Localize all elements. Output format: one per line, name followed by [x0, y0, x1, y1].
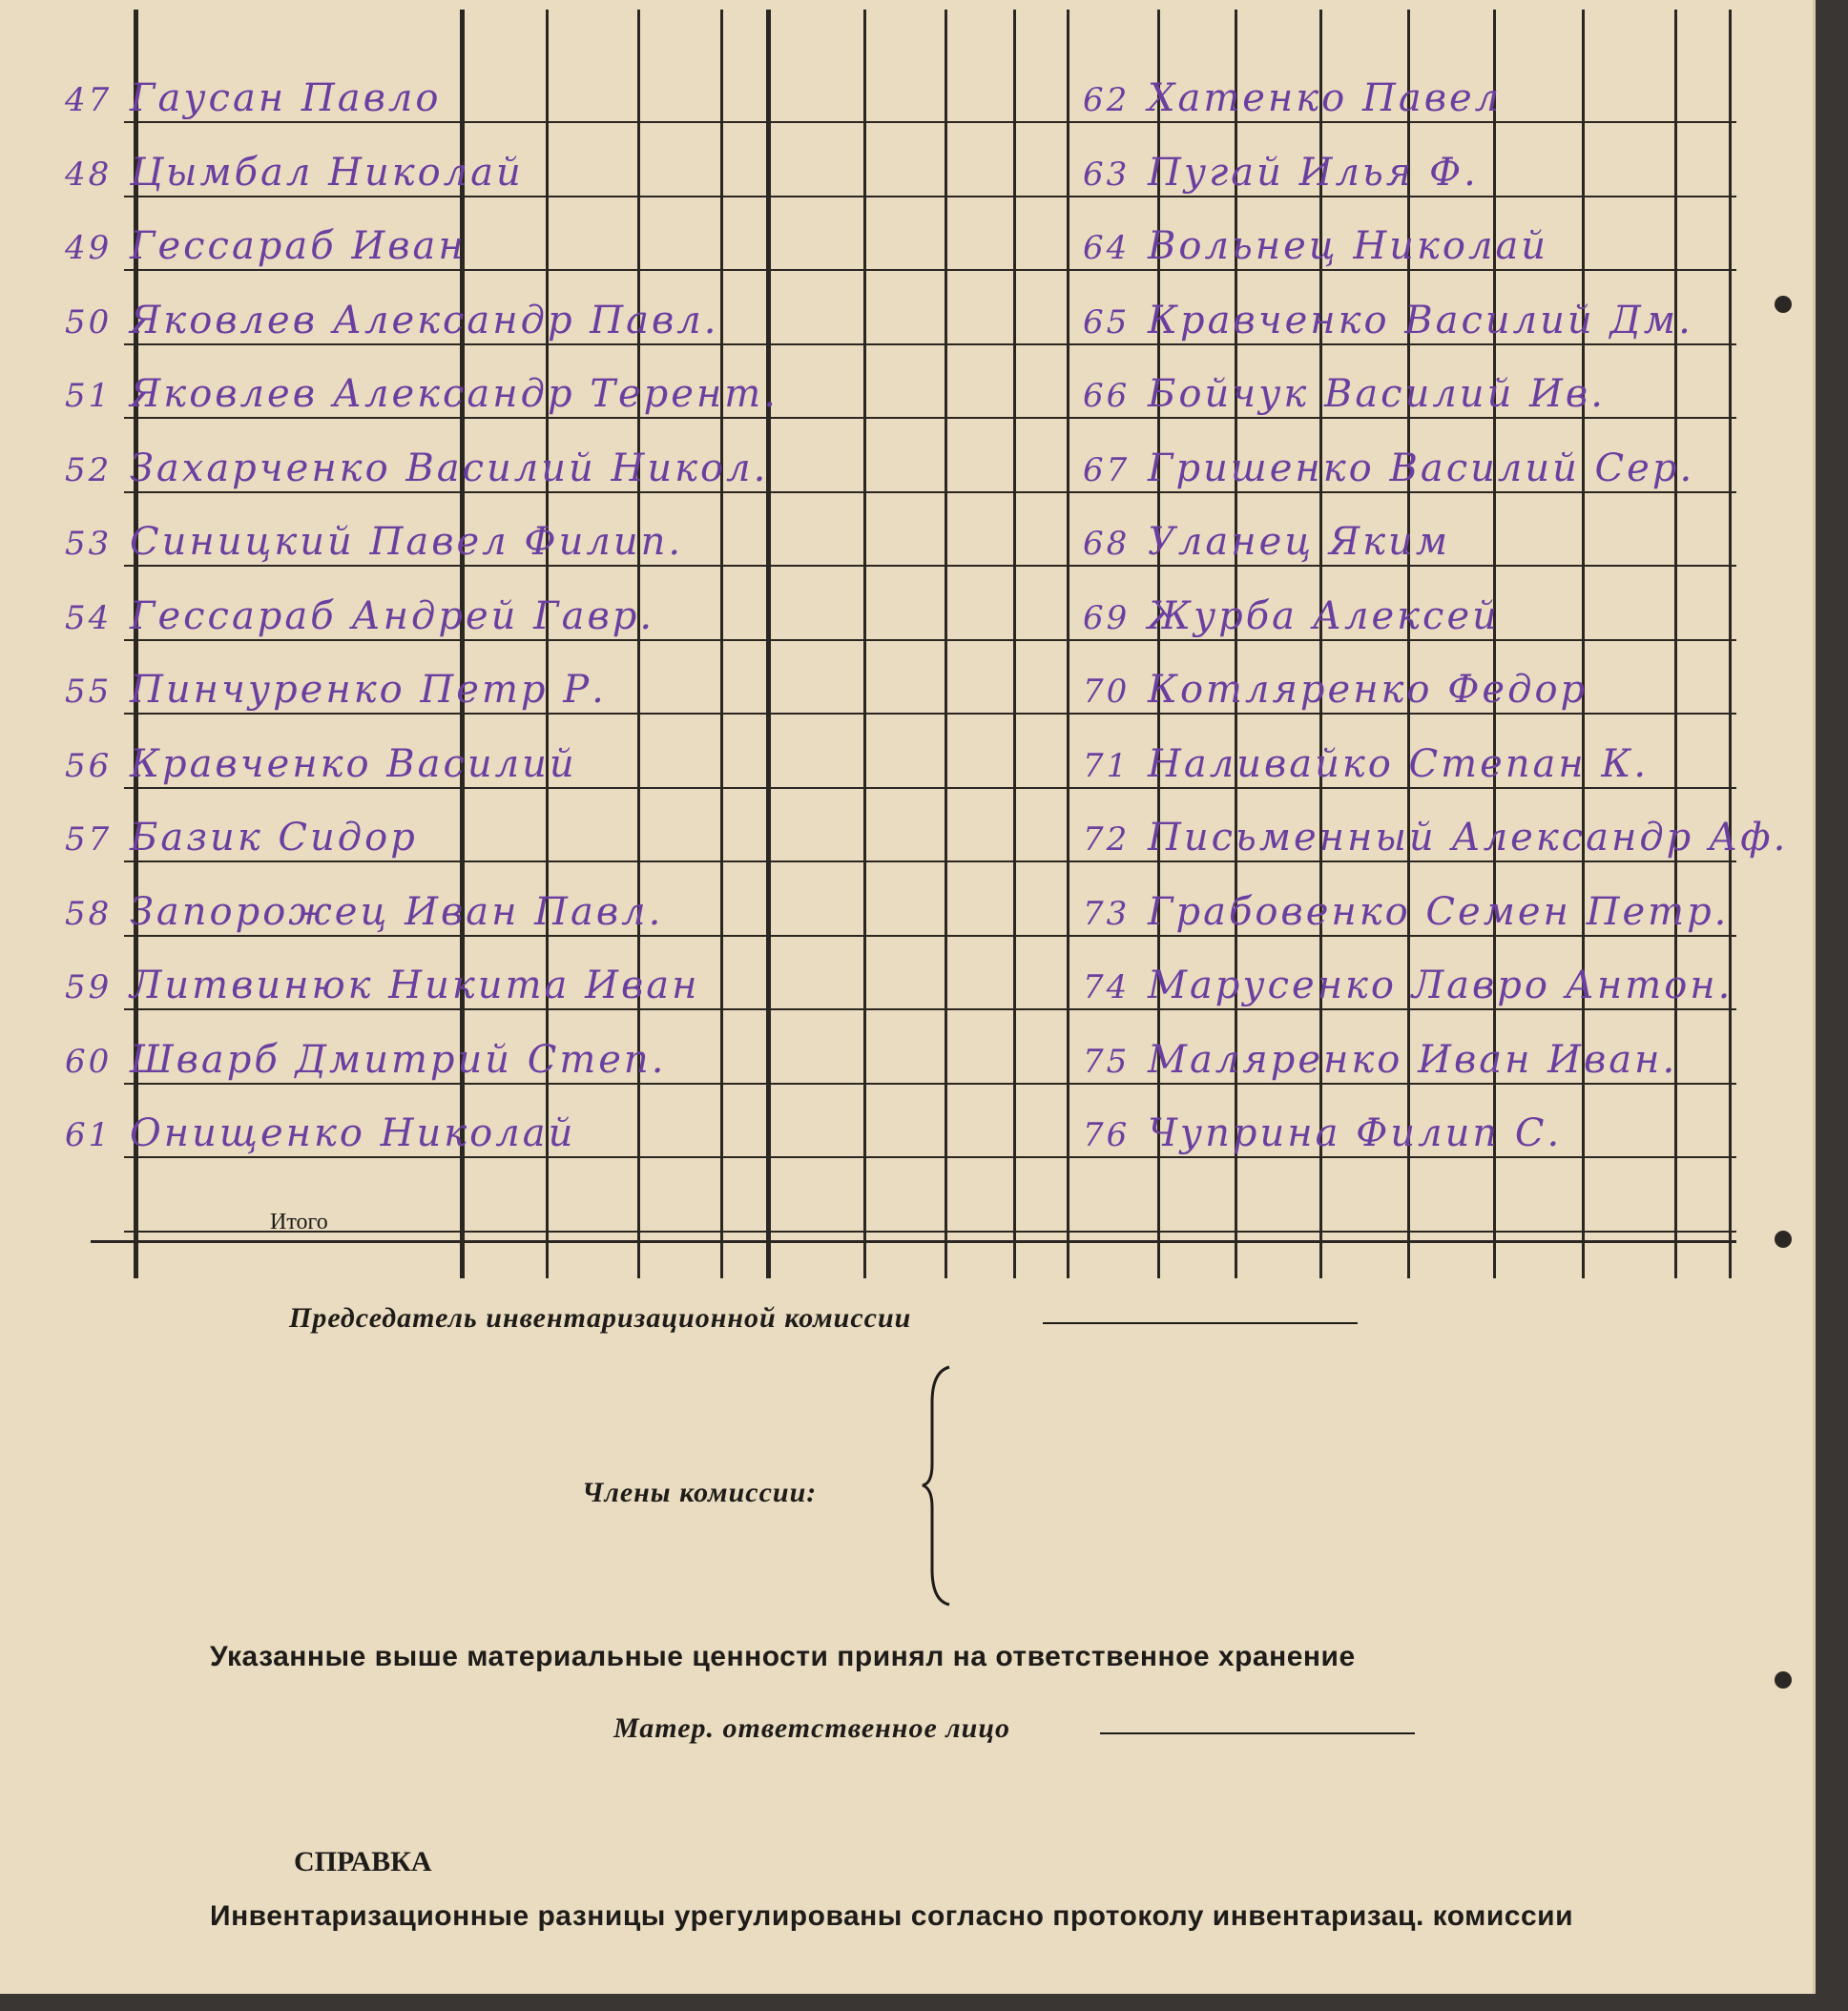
- roster-entry-name: Котляренко Федор: [1148, 668, 1588, 712]
- grid-column-line: [766, 10, 771, 1278]
- grid-column-line: [1319, 10, 1322, 1278]
- roster-entry-name: Наливайко Степан К.: [1148, 742, 1650, 786]
- grid-column-line: [1235, 10, 1237, 1278]
- roster-entry: [1083, 1038, 1677, 1082]
- grid-column-line: [863, 10, 866, 1278]
- roster-entry-number: 61: [65, 1116, 113, 1154]
- roster-entry-number: 63: [1083, 155, 1131, 194]
- roster-entry-name: Гаусан Павло: [130, 76, 442, 120]
- grid-row-line: [124, 1008, 1736, 1010]
- roster-entry: [1083, 372, 1606, 416]
- roster-entry: [1083, 151, 1479, 195]
- grid-row-line: [124, 1083, 1736, 1085]
- roster-entry-number: 54: [65, 599, 113, 637]
- punch-hole: [1775, 1231, 1792, 1248]
- roster-entry-name: Кравченко Василий Дм.: [1148, 299, 1693, 342]
- roster-entry-number: 70: [1083, 673, 1131, 711]
- roster-entry-number: 59: [65, 968, 113, 1006]
- responsible-signature-line: [1100, 1732, 1415, 1734]
- total-row-label: Итого: [270, 1210, 328, 1234]
- punch-hole: [1775, 1671, 1792, 1689]
- grid-row-line: [124, 935, 1736, 937]
- roster-entry-name: Яковлев Александр Терент.: [130, 372, 779, 416]
- roster-entry: [1083, 890, 1729, 934]
- roster-entry-number: 69: [1083, 599, 1131, 637]
- members-brace: [921, 1364, 959, 1607]
- roster-entry-number: 58: [65, 895, 113, 933]
- grid-column-line: [1729, 10, 1732, 1278]
- roster-entry: [65, 76, 441, 120]
- roster-entry: [65, 668, 607, 712]
- roster-entry: [65, 446, 768, 490]
- grid-column-line: [1493, 10, 1496, 1278]
- roster-entry: [1083, 668, 1588, 712]
- roster-entry: [1083, 816, 1788, 860]
- roster-entry: [1083, 76, 1502, 120]
- roster-entry-number: 65: [1083, 303, 1131, 342]
- roster-entry-number: 52: [65, 451, 113, 489]
- roster-entry-name: Онищенко Николай: [130, 1111, 576, 1155]
- grid-column-line: [1407, 10, 1410, 1278]
- roster-entry: [65, 742, 577, 786]
- grid-row-line: [124, 1156, 1736, 1158]
- roster-entry-name: Чуприна Филип С.: [1148, 1111, 1563, 1155]
- grid-column-line: [1013, 10, 1016, 1278]
- roster-entry-name: Кравченко Василий: [130, 742, 577, 786]
- roster-entry: [1083, 520, 1450, 564]
- members-label: Члены комиссии:: [582, 1477, 818, 1508]
- roster-entry-name: Письменный Александр Аф.: [1148, 816, 1789, 860]
- roster-entry-name: Маляренко Иван Иван.: [1148, 1038, 1678, 1082]
- roster-entry-name: Яковлев Александр Павл.: [130, 299, 719, 342]
- roster-entry: [1083, 964, 1733, 1007]
- grid-column-line: [460, 10, 465, 1278]
- roster-entry: [65, 964, 699, 1007]
- chairman-signature-line: [1043, 1322, 1358, 1324]
- roster-entry-name: Журба Алексей: [1148, 594, 1500, 638]
- grid-row-line: [124, 565, 1736, 567]
- roster-entry-number: 66: [1083, 377, 1131, 415]
- roster-entry-name: Синицкий Павел Филип.: [130, 520, 684, 564]
- grid-column-line: [1582, 10, 1585, 1278]
- roster-entry: [1083, 1111, 1562, 1155]
- roster-entry-name: Бойчук Василий Ив.: [1148, 372, 1606, 416]
- roster-entry-name: Запорожец Иван Павл.: [130, 890, 664, 934]
- roster-entry-name: Гессараб Андрей Гавр.: [130, 594, 655, 638]
- roster-entry-name: Пугай Илья Ф.: [1148, 151, 1479, 195]
- roster-entry: [1083, 299, 1693, 342]
- roster-entry-number: 51: [65, 377, 113, 415]
- roster-entry: [65, 890, 663, 934]
- grid-column-line: [134, 10, 138, 1278]
- punch-hole: [1775, 296, 1792, 313]
- grid-row-line: [124, 269, 1736, 271]
- grid-row-line: [124, 713, 1736, 715]
- roster-entry: [65, 520, 683, 564]
- roster-entry: [65, 816, 418, 860]
- roster-entry-number: 53: [65, 525, 113, 563]
- roster-entry-number: 74: [1083, 968, 1131, 1006]
- roster-entry-name: Цымбал Николай: [130, 151, 524, 195]
- roster-entry: [1083, 742, 1649, 786]
- grid-column-line: [546, 10, 549, 1278]
- roster-entry-number: 48: [65, 155, 113, 194]
- roster-entry-name: Базик Сидор: [130, 816, 418, 860]
- grid-column-line: [637, 10, 640, 1278]
- roster-entry-number: 67: [1083, 451, 1131, 489]
- grid-row-line: [124, 417, 1736, 419]
- roster-entry-number: 68: [1083, 525, 1131, 563]
- certificate-text: Инвентаризационные разницы урегулированы согласно протоколу инвентаризац. комиссии: [210, 1900, 1574, 1932]
- roster-entry-name: Гришенко Василий Сер.: [1148, 446, 1695, 490]
- roster-entry-number: 72: [1083, 820, 1131, 859]
- roster-entry-number: 56: [65, 747, 113, 785]
- roster-entry-number: 47: [65, 81, 113, 119]
- grid-row-line: [124, 787, 1736, 789]
- grid-column-line: [1674, 10, 1677, 1278]
- grid-row-line: [124, 343, 1736, 345]
- roster-entry-number: 50: [65, 303, 113, 342]
- grid-row-line: [124, 860, 1736, 862]
- roster-entry-name: Захарченко Василий Никол.: [130, 446, 769, 490]
- grid-row-line: [124, 491, 1736, 493]
- accepted-statement: Указанные выше материальные ценности принял на ответственное хранение: [210, 1641, 1356, 1672]
- roster-entry: [65, 224, 467, 268]
- grid-column-line: [1157, 10, 1160, 1278]
- roster-entry-name: Уланец Яким: [1148, 520, 1450, 564]
- roster-entry-number: 57: [65, 820, 113, 859]
- roster-entry-name: Гессараб Иван: [130, 224, 467, 268]
- roster-entry-number: 73: [1083, 895, 1131, 933]
- roster-entry-number: 64: [1083, 229, 1131, 267]
- roster-entry: [65, 299, 718, 342]
- roster-entry-number: 49: [65, 229, 113, 267]
- responsible-person-label: Матер. ответственное лицо: [613, 1712, 1011, 1744]
- roster-entry: [1083, 446, 1694, 490]
- grid-total-line: [91, 1240, 1736, 1243]
- roster-entry-number: 62: [1083, 81, 1131, 119]
- roster-entry: [1083, 224, 1548, 268]
- grid-row-line: [124, 196, 1736, 197]
- certificate-heading: СПРАВКА: [294, 1846, 432, 1877]
- roster-entry: [65, 1111, 575, 1155]
- roster-entry: [65, 1038, 666, 1082]
- roster-entry-name: Марусенко Лавро Антон.: [1148, 964, 1734, 1007]
- roster-entry: [65, 594, 654, 638]
- roster-entry-number: 76: [1083, 1116, 1131, 1154]
- roster-entry-name: Вольнец Николай: [1148, 224, 1549, 268]
- grid-column-line: [720, 10, 723, 1278]
- grid-row-line: [124, 639, 1736, 641]
- chairman-label: Председатель инвентаризационной комиссии: [289, 1302, 912, 1334]
- roster-entry: [65, 372, 779, 416]
- roster-entry-name: Грабовенко Семен Петр.: [1148, 890, 1730, 934]
- roster-entry-name: Пинчуренко Петр Р.: [130, 668, 607, 712]
- roster-entry-number: 71: [1083, 747, 1131, 785]
- roster-entry-name: Шварб Дмитрий Степ.: [130, 1038, 667, 1082]
- roster-entry-name: Хатенко Павел: [1148, 76, 1503, 120]
- roster-entry-number: 75: [1083, 1043, 1131, 1081]
- grid-row-line: [124, 121, 1736, 123]
- roster-entry: [65, 151, 524, 195]
- roster-entry-name: Литвинюк Никита Иван: [130, 964, 700, 1007]
- roster-entry-number: 60: [65, 1043, 113, 1081]
- grid-column-line: [945, 10, 947, 1278]
- roster-entry: [1083, 594, 1500, 638]
- roster-entry-number: 55: [65, 673, 113, 711]
- grid-row-line: [124, 1231, 1736, 1233]
- grid-column-line: [1067, 10, 1069, 1278]
